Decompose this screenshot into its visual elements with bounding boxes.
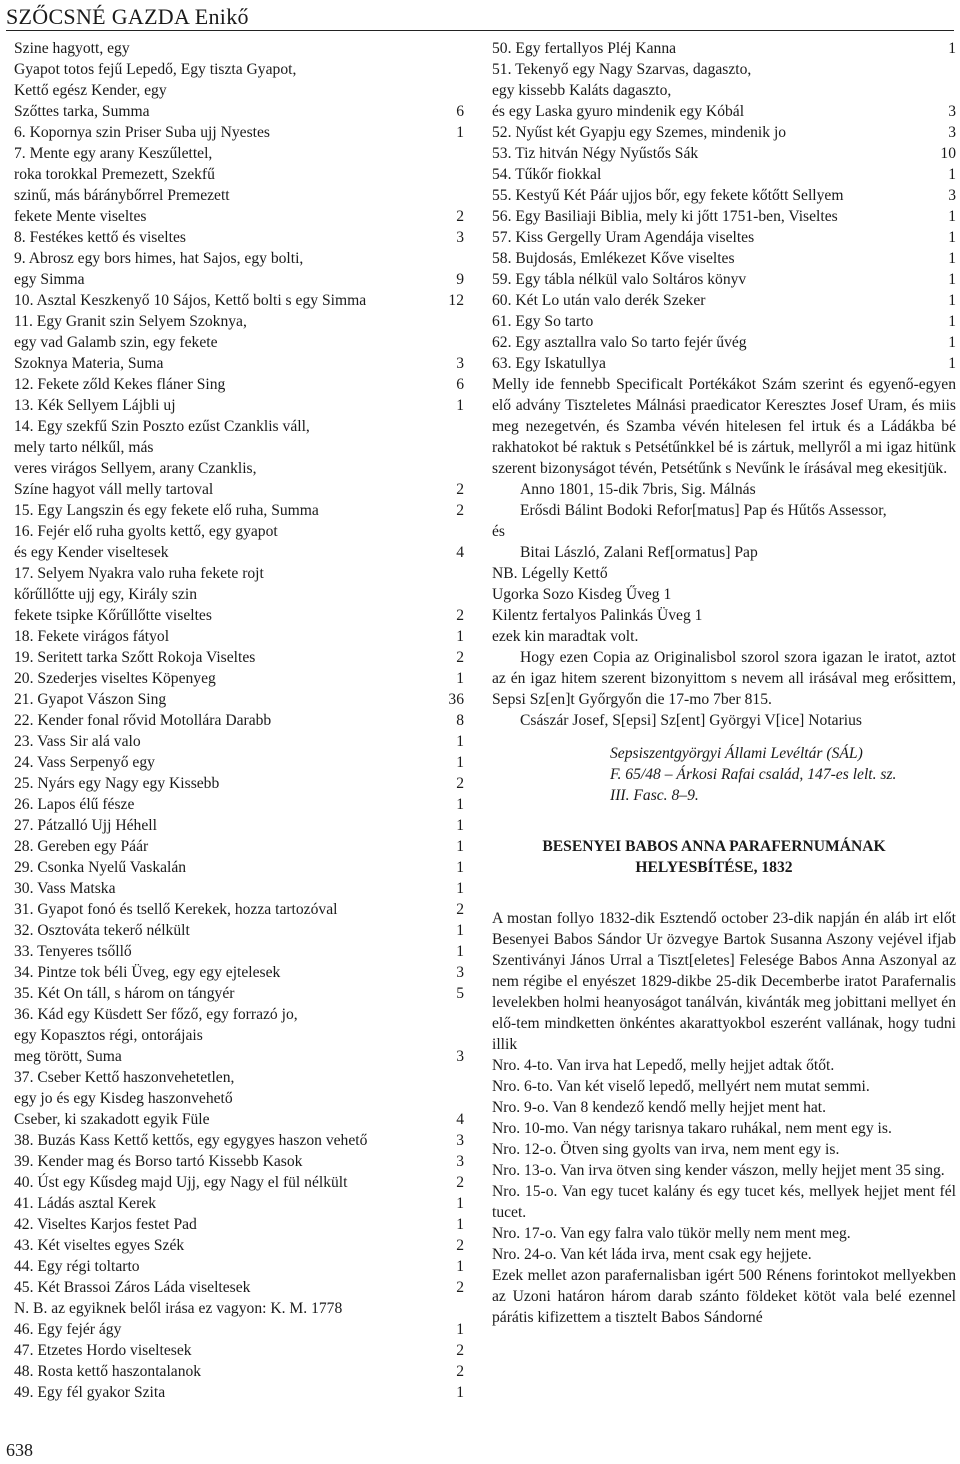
entry-text: Cseber, ki szakadott egyik Füle bbox=[14, 1111, 210, 1128]
entry-count bbox=[428, 563, 464, 584]
entry-text: és egy Kender viseltesek bbox=[14, 544, 169, 561]
entry-count: 1 bbox=[456, 1195, 464, 1212]
entry-count bbox=[920, 59, 956, 80]
inventory-entry bbox=[14, 80, 464, 101]
entry-count: 1 bbox=[948, 292, 956, 309]
entry-count: 3 bbox=[456, 355, 464, 372]
entry-count: 1 bbox=[456, 754, 464, 771]
entry-count bbox=[428, 1025, 464, 1046]
entry-count bbox=[428, 458, 464, 479]
entry-text: 22. Kender fonal rővid Motollára Darabb bbox=[14, 712, 272, 729]
inventory-entry bbox=[14, 374, 464, 395]
entry-text: 9. Abrosz egy bors himes, hat Sajos, egy bolti, bbox=[14, 250, 304, 267]
entry-text: egy Kopasztos régi, ontorájais bbox=[14, 1027, 203, 1044]
entry-count: 2 bbox=[456, 607, 464, 624]
section-title bbox=[492, 836, 956, 878]
inventory-entry bbox=[14, 1277, 464, 1298]
entry-count: 1 bbox=[456, 733, 464, 750]
entry-count: 1 bbox=[948, 334, 956, 351]
inventory-entry bbox=[14, 1067, 464, 1088]
entry-text: 39. Kender mag és Borso tartó Kissebb Kasok bbox=[14, 1153, 303, 1170]
nb-block bbox=[492, 563, 956, 647]
inventory-entry bbox=[14, 416, 464, 437]
signature-and: és bbox=[492, 523, 505, 540]
entry-count: 1 bbox=[456, 124, 464, 141]
author-name: SZŐCSNÉ GAZDA Enikő bbox=[6, 4, 249, 29]
inventory-entry bbox=[492, 164, 956, 185]
inventory-entry bbox=[14, 584, 464, 605]
nro-line: Nro. 24-o. Van két láda irva, ment csak egy hejjete. bbox=[492, 1246, 812, 1263]
entry-text: 29. Csonka Nyelű Vaskalán bbox=[14, 859, 187, 876]
entry-count: 10 bbox=[940, 145, 956, 162]
entry-count bbox=[428, 1067, 464, 1088]
entry-count: 1 bbox=[456, 922, 464, 939]
entry-text: 13. Kék Sellyem Lájbli uj bbox=[14, 397, 176, 414]
inventory-entry bbox=[14, 164, 464, 185]
entry-count: 2 bbox=[456, 1237, 464, 1254]
entry-count: 1 bbox=[948, 355, 956, 372]
inventory-entry bbox=[14, 1130, 464, 1151]
entry-count: 2 bbox=[456, 481, 464, 498]
entry-text: 6. Kopornya szin Priser Suba ujj Nyestes bbox=[14, 124, 270, 141]
entry-text: 36. Kád egy Küsdett Ser főző, egy forrazó jo, bbox=[14, 1006, 298, 1023]
entry-text: roka torokkal Premezett, Szekfű bbox=[14, 166, 215, 183]
inventory-entry bbox=[492, 311, 956, 332]
inventory-entry bbox=[14, 731, 464, 752]
inventory-entry bbox=[14, 605, 464, 626]
entry-text: 17. Selyem Nyakra valo ruha fekete rojt bbox=[14, 565, 264, 582]
running-header bbox=[6, 4, 954, 31]
inventory-entry bbox=[14, 899, 464, 920]
entry-text: 18. Fekete virágos fátyol bbox=[14, 628, 170, 645]
inventory-entry bbox=[14, 983, 464, 1004]
inventory-entry bbox=[492, 101, 956, 122]
entry-text: 51. Tekenyő egy Nagy Szarvas, dagaszto, bbox=[492, 61, 752, 78]
entry-count: 1 bbox=[456, 880, 464, 897]
entry-count: 3 bbox=[456, 229, 464, 246]
entry-count: 1 bbox=[948, 229, 956, 246]
nro-line: Nro. 17-o. Van egy falra valo tükör melly nem ment meg. bbox=[492, 1225, 851, 1242]
entry-text: 20. Szederjes viseltes Köpenyeg bbox=[14, 670, 216, 687]
entry-count: 9 bbox=[456, 271, 464, 288]
entry-text: 57. Kiss Gergelly Uram Agendája viseltes bbox=[492, 229, 755, 246]
entry-text: 47. Etzetes Hordo viseltesek bbox=[14, 1342, 192, 1359]
inventory-entry bbox=[14, 1025, 464, 1046]
entry-count: 3 bbox=[456, 1132, 464, 1149]
inventory-entry bbox=[14, 1319, 464, 1340]
date-line: Anno 1801, 15-dik 7bris, Sig. Málnás bbox=[520, 481, 756, 498]
entry-count: 1 bbox=[456, 943, 464, 960]
inventory-entry bbox=[14, 626, 464, 647]
entry-count: 6 bbox=[456, 103, 464, 120]
inventory-entry bbox=[492, 59, 956, 80]
inventory-entry bbox=[14, 500, 464, 521]
entry-count: 2 bbox=[456, 775, 464, 792]
entry-count bbox=[428, 59, 464, 80]
entry-text: 54. Tűkőr fiokkal bbox=[492, 166, 602, 183]
entry-count: 1 bbox=[948, 40, 956, 57]
inventory-entry bbox=[14, 1004, 464, 1025]
entry-count: 2 bbox=[456, 1363, 464, 1380]
inventory-entry bbox=[14, 1340, 464, 1361]
archive-line: III. Fasc. 8–9. bbox=[610, 787, 699, 804]
intro-paragraph: A mostan follyo 1832-dik Esztendő october 23-dik napján én aláb irt előt Besenyei Babos Sándor Ur özvegye Bartok Susanna Aszony vejével ifjab Szentiványi János Urral a Tiszt[eletes] Felesége Babos Anna Aszonyal az nem régibe el enyészet 1829-dikbe 25-dik Decemberbe iratot Parafernalis levelekben holmi heanyoságot tanálván, kivánták meg jobittani mellyet én elő-tem mindketten önkéntes akarattyokbol eszerént vallának, hogy tudni illik bbox=[492, 910, 956, 1053]
entry-count: 2 bbox=[456, 208, 464, 225]
entry-count: 2 bbox=[456, 502, 464, 519]
inventory-entry bbox=[14, 668, 464, 689]
inventory-entry bbox=[14, 710, 464, 731]
entry-text: veres virágos Sellyem, arany Czanklis, bbox=[14, 460, 257, 477]
entry-count: 4 bbox=[456, 544, 464, 561]
inventory-entry bbox=[14, 689, 464, 710]
inventory-entry bbox=[14, 647, 464, 668]
entry-count: 3 bbox=[456, 1048, 464, 1065]
entry-text: Szoknya Materia, Suma bbox=[14, 355, 164, 372]
inventory-entry bbox=[14, 1151, 464, 1172]
section-title-line: HELYESBÍTÉSE, 1832 bbox=[635, 859, 793, 876]
entry-text: 31. Gyapot fonó és tsellő Kerekek, hozza tartozóval bbox=[14, 901, 338, 918]
entry-count bbox=[920, 80, 956, 101]
entry-text: Kettő egész Kender, egy bbox=[14, 82, 167, 99]
entry-text: 14. Egy szekfű Szin Poszto ezűst Czanklis váll, bbox=[14, 418, 310, 435]
inventory-entry bbox=[14, 1109, 464, 1130]
entry-count: 1 bbox=[456, 1258, 464, 1275]
entry-text: 10. Asztal Keszkenyő 10 Sájos, Kettő bolti s egy Simma bbox=[14, 292, 367, 309]
copy-paragraph: Hogy ezen Copia az Originalisbol szorol szora igazan le iratot, aztot az én igaz hitem szerent bizonyittom s nevem all irásával meg erősittem, Sepsi Sz[en]t Győrgyőn die 17-mo 7ber 815. bbox=[492, 649, 956, 708]
inventory-entry bbox=[14, 248, 464, 269]
entry-count bbox=[428, 80, 464, 101]
entry-count: 3 bbox=[948, 187, 956, 204]
entry-text: 25. Nyárs egy Nagy egy Kissebb bbox=[14, 775, 220, 792]
entry-count: 6 bbox=[456, 376, 464, 393]
inventory-list-continued bbox=[492, 38, 956, 374]
entry-text: 16. Fejér elő ruha gyolts kettő, egy gyapot bbox=[14, 523, 278, 540]
entry-count bbox=[428, 1004, 464, 1025]
entry-text: fekete tsipke Kőrűllőtte viseltes bbox=[14, 607, 212, 624]
inventory-entry bbox=[14, 185, 464, 206]
entry-count: 2 bbox=[456, 901, 464, 918]
entry-text: 12. Fekete zőld Kekes fláner Sing bbox=[14, 376, 226, 393]
entry-count bbox=[428, 311, 464, 332]
entry-text: 33. Tenyeres tsőllő bbox=[14, 943, 132, 960]
entry-count: 2 bbox=[456, 649, 464, 666]
nro-line: Nro. 13-o. Van irva ötven sing kender vászon, melly hejjet ment 35 sing. bbox=[492, 1162, 945, 1179]
inventory-entry bbox=[14, 101, 464, 122]
closing-paragraph: Melly ide fennebb Specificalt Portékákot Szám szerint és egyenő-egyen elő advány Tiszteletes Málnási praedicator Keresztes Josef Uram, és miis meg nezegetvén, és Szamba vévén hitelesen fel irtuk és a Ládákba bé rakhatokot bé raktuk s Petsétűnkkel bé is zártuk, mellyről a mi igaz hitünk szerent bizonyságot tévén, Petsétűnk s Nevűnk le írásával meg ekesitjük. bbox=[492, 376, 956, 477]
entry-text: 42. Viseltes Karjos festet Pad bbox=[14, 1216, 197, 1233]
entry-text: N. B. az egyiknek belől irása ez vagyon: K. M. 1778 bbox=[14, 1300, 343, 1317]
entry-text: 55. Kestyű Két Páár ujjos bőr, egy fekete kőtőtt Sellyem bbox=[492, 187, 844, 204]
entry-count bbox=[428, 437, 464, 458]
inventory-entry bbox=[14, 773, 464, 794]
entry-text: 45. Két Brassoi Záros Láda viseltesek bbox=[14, 1279, 251, 1296]
entry-count: 36 bbox=[448, 691, 464, 708]
nro-line: Nro. 9-o. Van 8 kendező kendő melly hejjet ment hat. bbox=[492, 1099, 827, 1116]
entry-text: 58. Bujdosás, Emlékezet Kőve viseltes bbox=[492, 250, 735, 267]
entry-text: Szőttes tarka, Summa bbox=[14, 103, 150, 120]
inventory-entry bbox=[14, 206, 464, 227]
entry-count: 3 bbox=[948, 103, 956, 120]
inventory-entry bbox=[14, 815, 464, 836]
left-column bbox=[14, 38, 464, 1403]
archive-reference bbox=[492, 743, 956, 806]
entry-count: 1 bbox=[456, 817, 464, 834]
inventory-entry bbox=[492, 227, 956, 248]
entry-text: 37. Cseber Kettő haszonvehetetlen, bbox=[14, 1069, 235, 1086]
entry-text: 43. Két viseltes egyes Szék bbox=[14, 1237, 185, 1254]
entry-count: 1 bbox=[456, 628, 464, 645]
entry-count: 1 bbox=[456, 397, 464, 414]
right-column bbox=[492, 38, 956, 1328]
inventory-entry bbox=[14, 1088, 464, 1109]
entry-count bbox=[428, 164, 464, 185]
inventory-entry bbox=[14, 38, 464, 59]
inventory-entry bbox=[14, 962, 464, 983]
entry-count: 1 bbox=[948, 208, 956, 225]
entry-count: 2 bbox=[456, 1279, 464, 1296]
entry-count: 3 bbox=[948, 124, 956, 141]
entry-text: 53. Tiz hitván Négy Nyűstős Sák bbox=[492, 145, 699, 162]
entry-text: 19. Seritett tarka Szőtt Rokoja Viseltes bbox=[14, 649, 256, 666]
entry-text: 30. Vass Matska bbox=[14, 880, 116, 897]
inventory-entry bbox=[492, 290, 956, 311]
archive-line: Sepsiszentgyörgyi Állami Levéltár (SÁL) bbox=[610, 745, 863, 762]
page-number: 638 bbox=[6, 1440, 33, 1460]
archive-line: F. 65/48 – Árkosi Rafai család, 147-es lelt. sz. bbox=[610, 766, 897, 783]
inventory-entry bbox=[14, 269, 464, 290]
inventory-entry bbox=[492, 248, 956, 269]
inventory-entry bbox=[492, 185, 956, 206]
entry-text: 7. Mente egy arany Keszűlettel, bbox=[14, 145, 213, 162]
entry-text: 28. Gereben egy Páár bbox=[14, 838, 149, 855]
inventory-entry bbox=[14, 458, 464, 479]
inventory-entry bbox=[14, 353, 464, 374]
entry-count: 2 bbox=[456, 1342, 464, 1359]
entry-text: 40. Úst egy Kűsdeg majd Ujj, egy Nagy el fül nélkült bbox=[14, 1174, 348, 1191]
entry-count bbox=[428, 416, 464, 437]
nro-line: Nro. 15-o. Van egy tucet kalány és egy tucet kés, mellyek hejjet ment fél tucet. bbox=[492, 1183, 956, 1221]
entry-text: 38. Buzás Kass Kettő kettős, egy egygyes haszon vehető bbox=[14, 1132, 368, 1149]
entry-count bbox=[428, 521, 464, 542]
inventory-entry bbox=[14, 143, 464, 164]
entry-count: 1 bbox=[456, 1384, 464, 1401]
inventory-entry bbox=[492, 38, 956, 59]
inventory-entry bbox=[14, 290, 464, 311]
entry-text: 49. Egy fél gyakor Szita bbox=[14, 1384, 166, 1401]
entry-count bbox=[428, 584, 464, 605]
nb-line: Kilentz fertalyos Palinkás Üveg 1 bbox=[492, 607, 703, 624]
entry-count: 1 bbox=[456, 838, 464, 855]
entry-count: 3 bbox=[456, 1153, 464, 1170]
entry-text: 52. Nyűst két Gyapju egy Szemes, mindenik jo bbox=[492, 124, 787, 141]
inventory-entry bbox=[14, 1361, 464, 1382]
entry-text: mely tarto nélkűl, más bbox=[14, 439, 154, 456]
entry-text: 23. Vass Sir alá valo bbox=[14, 733, 141, 750]
entry-text: Színe hagyot váll melly tartoval bbox=[14, 481, 214, 498]
nb-line: NB. Légelly Kettő bbox=[492, 565, 608, 582]
inventory-entry bbox=[14, 1256, 464, 1277]
entry-count: 1 bbox=[948, 166, 956, 183]
inventory-entry bbox=[14, 1382, 464, 1403]
entry-text: egy jo és egy Kisdeg haszonvehető bbox=[14, 1090, 233, 1107]
section-title-line: BESENYEI BABOS ANNA PARAFERNUMÁNAK bbox=[542, 838, 886, 855]
inventory-entry bbox=[14, 794, 464, 815]
entry-text: 48. Rosta kettő haszontalanok bbox=[14, 1363, 202, 1380]
entry-text: 27. Pátzalló Ujj Héhell bbox=[14, 817, 157, 834]
entry-text: fekete Mente viseltes bbox=[14, 208, 147, 225]
entry-text: 26. Lapos élű fésze bbox=[14, 796, 135, 813]
entry-count: 4 bbox=[456, 1111, 464, 1128]
inventory-entry bbox=[14, 1046, 464, 1067]
entry-count: 1 bbox=[456, 859, 464, 876]
signature-line-2: Bitai László, Zalani Ref[ormatus] Pap bbox=[520, 544, 758, 561]
entry-text: 63. Egy Iskatullya bbox=[492, 355, 606, 372]
nro-list bbox=[492, 1055, 956, 1265]
inventory-entry bbox=[14, 227, 464, 248]
entry-count: 2 bbox=[456, 1174, 464, 1191]
inventory-entry bbox=[14, 1298, 464, 1319]
entry-count: 1 bbox=[948, 271, 956, 288]
entry-count bbox=[428, 38, 464, 59]
notary-line: Császár Josef, S[epsi] Sz[ent] Györgyi V[ice] Notarius bbox=[520, 712, 862, 729]
inventory-entry bbox=[14, 521, 464, 542]
entry-count bbox=[428, 332, 464, 353]
entry-text: Szine hagyott, egy bbox=[14, 40, 130, 57]
nb-line: Ugorka Sozo Kisdeg Űveg 1 bbox=[492, 586, 672, 603]
inventory-entry bbox=[14, 857, 464, 878]
entry-text: 35. Két On táll, s három on tángyér bbox=[14, 985, 235, 1002]
entry-count: 1 bbox=[456, 1216, 464, 1233]
entry-count: 1 bbox=[948, 250, 956, 267]
entry-count: 1 bbox=[456, 1321, 464, 1338]
inventory-entry bbox=[14, 1172, 464, 1193]
inventory-entry bbox=[14, 395, 464, 416]
nro-line: Nro. 12-o. Ötven sing gyolts van irva, nem ment egy is. bbox=[492, 1141, 840, 1158]
entry-text: 44. Egy régi toltarto bbox=[14, 1258, 140, 1275]
inventory-entry bbox=[14, 836, 464, 857]
entry-text: 41. Ládás asztal Kerek bbox=[14, 1195, 157, 1212]
entry-text: meg törött, Suma bbox=[14, 1048, 122, 1065]
entry-text: és egy Laska gyuro mindenik egy Kóbál bbox=[492, 103, 745, 120]
entry-text: 60. Két Lo után valo derék Szeker bbox=[492, 292, 706, 309]
entry-text: 62. Egy asztallra valo So tarto fejér űvég bbox=[492, 334, 747, 351]
inventory-entry bbox=[14, 311, 464, 332]
entry-count: 1 bbox=[948, 313, 956, 330]
inventory-entry bbox=[14, 752, 464, 773]
entry-count: 1 bbox=[456, 796, 464, 813]
inventory-entry bbox=[14, 563, 464, 584]
nro-line: Nro. 4-to. Van irva hat Lepedő, melly hejjet adtak őtőt. bbox=[492, 1057, 835, 1074]
final-paragraph: Ezek mellet azon parafernalisban igért 500 Rénens forintokot mellyekben az Uzoni határon három darab szánto földeket kötöt vala belé ezennel párátis kifizettem a tisztelt Babos Sándorné bbox=[492, 1267, 956, 1326]
entry-count: 1 bbox=[456, 670, 464, 687]
inventory-entry bbox=[14, 941, 464, 962]
inventory-entry bbox=[14, 59, 464, 80]
entry-text: 50. Egy fertallyos Pléj Kanna bbox=[492, 40, 677, 57]
inventory-entry bbox=[14, 920, 464, 941]
inventory-entry bbox=[14, 542, 464, 563]
inventory-entry bbox=[492, 80, 956, 101]
entry-text: 32. Osztováta tekerő nélkült bbox=[14, 922, 190, 939]
inventory-entry bbox=[14, 479, 464, 500]
entry-count: 8 bbox=[456, 712, 464, 729]
inventory-entry bbox=[492, 122, 956, 143]
entry-count: 12 bbox=[448, 292, 464, 309]
entry-text: 11. Egy Granit szin Selyem Szoknya, bbox=[14, 313, 247, 330]
inventory-entry bbox=[492, 206, 956, 227]
inventory-entry bbox=[492, 353, 956, 374]
entry-text: egy kissebb Kaláts dagaszto, bbox=[492, 82, 672, 99]
entry-text: 15. Egy Langszin és egy fekete elő ruha, Summa bbox=[14, 502, 319, 519]
entry-text: Gyapot totos fejű Lepedő, Egy tiszta Gyapot, bbox=[14, 61, 297, 78]
entry-text: 8. Festékes kettő és viseltes bbox=[14, 229, 186, 246]
entry-text: 61. Egy So tarto bbox=[492, 313, 594, 330]
entry-text: kőrűllőtte ujj egy, Király szin bbox=[14, 586, 198, 603]
entry-text: egy vad Galamb szin, egy fekete bbox=[14, 334, 218, 351]
inventory-entry bbox=[14, 1193, 464, 1214]
entry-count bbox=[428, 143, 464, 164]
inventory-entry bbox=[14, 1235, 464, 1256]
entry-count bbox=[428, 248, 464, 269]
nro-line: Nro. 6-to. Van két viselő lepedő, mellyért nem mutat semmi. bbox=[492, 1078, 870, 1095]
nb-line: ezek kin maradtak volt. bbox=[492, 628, 639, 645]
signature-line-1: Erősdi Bálint Bodoki Refor[matus] Pap és Hűtős Assessor, bbox=[520, 502, 887, 519]
entry-text: egy Simma bbox=[14, 271, 85, 288]
inventory-entry bbox=[492, 269, 956, 290]
inventory-entry bbox=[14, 437, 464, 458]
entry-text: 34. Pintze tok béli Üveg, egy egy ejtelesek bbox=[14, 964, 281, 981]
entry-text: 56. Egy Basiliaji Biblia, mely ki jőtt 1751-ben, Viseltes bbox=[492, 208, 838, 225]
entry-count bbox=[428, 1298, 464, 1319]
entry-text: 24. Vass Serpenyő egy bbox=[14, 754, 155, 771]
nro-line: Nro. 10-mo. Van négy tarisnya takaro ruhákal, nem ment egy is. bbox=[492, 1120, 892, 1137]
entry-text: 46. Egy fejér ágy bbox=[14, 1321, 122, 1338]
inventory-entry bbox=[492, 332, 956, 353]
inventory-entry bbox=[14, 332, 464, 353]
entry-count: 3 bbox=[456, 964, 464, 981]
entry-count: 5 bbox=[456, 985, 464, 1002]
inventory-entry bbox=[492, 143, 956, 164]
entry-count bbox=[428, 185, 464, 206]
entry-text: 59. Egy tábla nélkül valo Soltáros könyv bbox=[492, 271, 747, 288]
inventory-entry bbox=[14, 122, 464, 143]
inventory-entry bbox=[14, 1214, 464, 1235]
entry-text: 21. Gyapot Vászon Sing bbox=[14, 691, 167, 708]
entry-text: szinű, más báránybőrrel Premezett bbox=[14, 187, 230, 204]
entry-count bbox=[428, 1088, 464, 1109]
inventory-entry bbox=[14, 878, 464, 899]
